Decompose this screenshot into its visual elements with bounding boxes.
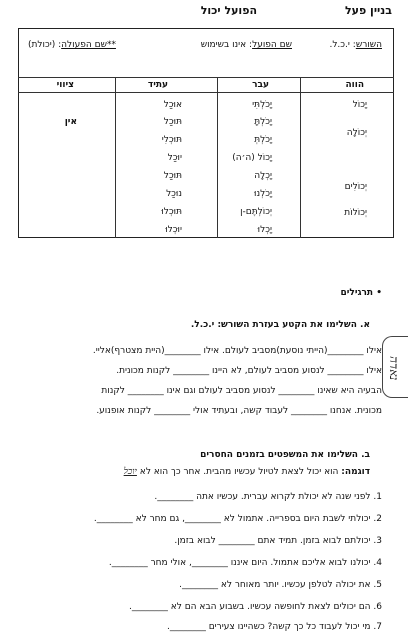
root-value: : י.כ.ל. [329, 40, 356, 50]
action-noun-value: : (יכולת) [28, 40, 62, 50]
table-divider [115, 77, 116, 238]
example-text: הוא יכול לצאת לטיול עכשיו מהבית. אחר כך הוא לא [139, 467, 339, 477]
sentence-line: 7. מי יכול לעבוד כל כך קשה? כשהיינו צעירים ________. [166, 622, 382, 632]
present-cell: יְכוֹלוֹת [344, 208, 367, 218]
sentence-line: 3. יכולתם לבוא בזמן. תמיד אתם ________ לבוא בזמן. [174, 536, 382, 546]
binyan-title: בניין פעל [345, 4, 392, 17]
past-cell: יְכוֹלְתֶּם-ן [240, 207, 272, 217]
section-a-title: א. השלימו את הקטע בעזרת השורש: י.כ.ל. [190, 320, 370, 330]
sentence-line: 4. יכולנו לבוא אליכם אתמול. היום איננו ________, אולי מחר ________. [108, 558, 382, 568]
infinitive-value: : אינו בשימוש [200, 40, 253, 50]
col-header-present: הווה [345, 80, 364, 90]
past-cell: יָכְלָה [254, 171, 272, 181]
col-header-future: עתיד [147, 80, 168, 90]
imperative-cell: אין [64, 117, 77, 127]
sentence-line: 5. את יכולה לטלפן עכשיו. יותר מאוחר לא ________. [179, 580, 382, 590]
conjugation-table [18, 28, 394, 238]
example-label: דוגמה: [341, 467, 370, 477]
infinitive-info [201, 40, 292, 50]
handwritten-note: נאדה [387, 356, 401, 381]
section-b-title: ב. השלימו את המשפטים בזמנים החסרים [200, 450, 370, 460]
past-cell: יָכֹלְתָּ [254, 117, 272, 127]
past-cell: יָכֹלְתִּי [252, 100, 272, 110]
table-divider [217, 77, 218, 238]
exercises-title [340, 288, 382, 298]
infinitive-label: שם הפועל [252, 40, 292, 50]
table-header-line [18, 92, 394, 93]
past-cell: יָכְלוּ [257, 225, 272, 235]
future-cell: נוּכַל [166, 189, 182, 199]
col-header-past: עבר [252, 80, 269, 90]
past-cell: יָכוֹל (ה׳ה) [232, 153, 272, 163]
future-cell: תּוּכְלִי [161, 135, 182, 145]
future-cell: תּוּכַל [163, 117, 182, 127]
future-cell: תּוּכְלוּ [161, 207, 182, 217]
action-noun-info [28, 40, 116, 50]
past-cell: יָכֹלְתְּ [254, 135, 272, 145]
sentence-line: 2. יכולתי לשבת היום בספרייה. אתמול לא ________, גם מחר לא ________. [93, 514, 382, 524]
future-cell: יוּכַל [167, 153, 182, 163]
example-answer: יוכל [123, 467, 137, 477]
action-noun-label: **שם הפעולה [61, 40, 116, 50]
future-cell: תּוּכַל [163, 171, 182, 181]
present-cell: יְכוֹלָה [346, 128, 367, 138]
future-cell: יוּכְלוּ [165, 225, 182, 235]
section-a-line: מכונית. אנחנו ________ לעבוד קשה, ובעתיד אולי ________ לקנות אופנוע. [96, 406, 382, 416]
present-cell: יְכוֹלִים [344, 182, 367, 192]
section-a-line: הבעיה היא שאינו ________ לנסוע מסביב לעולם וגם אינו ________ לקנות [101, 386, 382, 396]
col-header-imperative: ציווי [56, 80, 74, 90]
future-cell: אוּכַל [163, 100, 182, 110]
table-top-line [18, 77, 394, 78]
verb-title: הפועל יכול [200, 4, 257, 17]
section-a-line: אילו ________ לנסוע מסביב לעולם, לא היינו ________ לקנות מכונית. [116, 366, 382, 376]
example-line [124, 466, 370, 477]
sentence-line: 6. הם יכולים לצאת לחופשה עכשיו. בשבוע הבא הם לא ________. [129, 602, 382, 612]
section-a-line: אילו ________(הייתי נוסעת)מסביב לעולם. אילו ________(היית מצטרף)אליי. [92, 346, 382, 356]
bullet-icon: • [376, 288, 382, 298]
sentence-line: 1. לפני שנה לא יכולת לקרוא עברית. עכשיו אתה ________. [154, 492, 382, 502]
past-cell: יָכֹלְנוּ [254, 189, 272, 199]
exercises-title-text: תרגילים [340, 288, 374, 298]
table-divider [300, 77, 301, 238]
present-cell: יָכוֹל [352, 100, 367, 110]
root-label: השורש [355, 40, 382, 50]
root-info [329, 40, 382, 50]
